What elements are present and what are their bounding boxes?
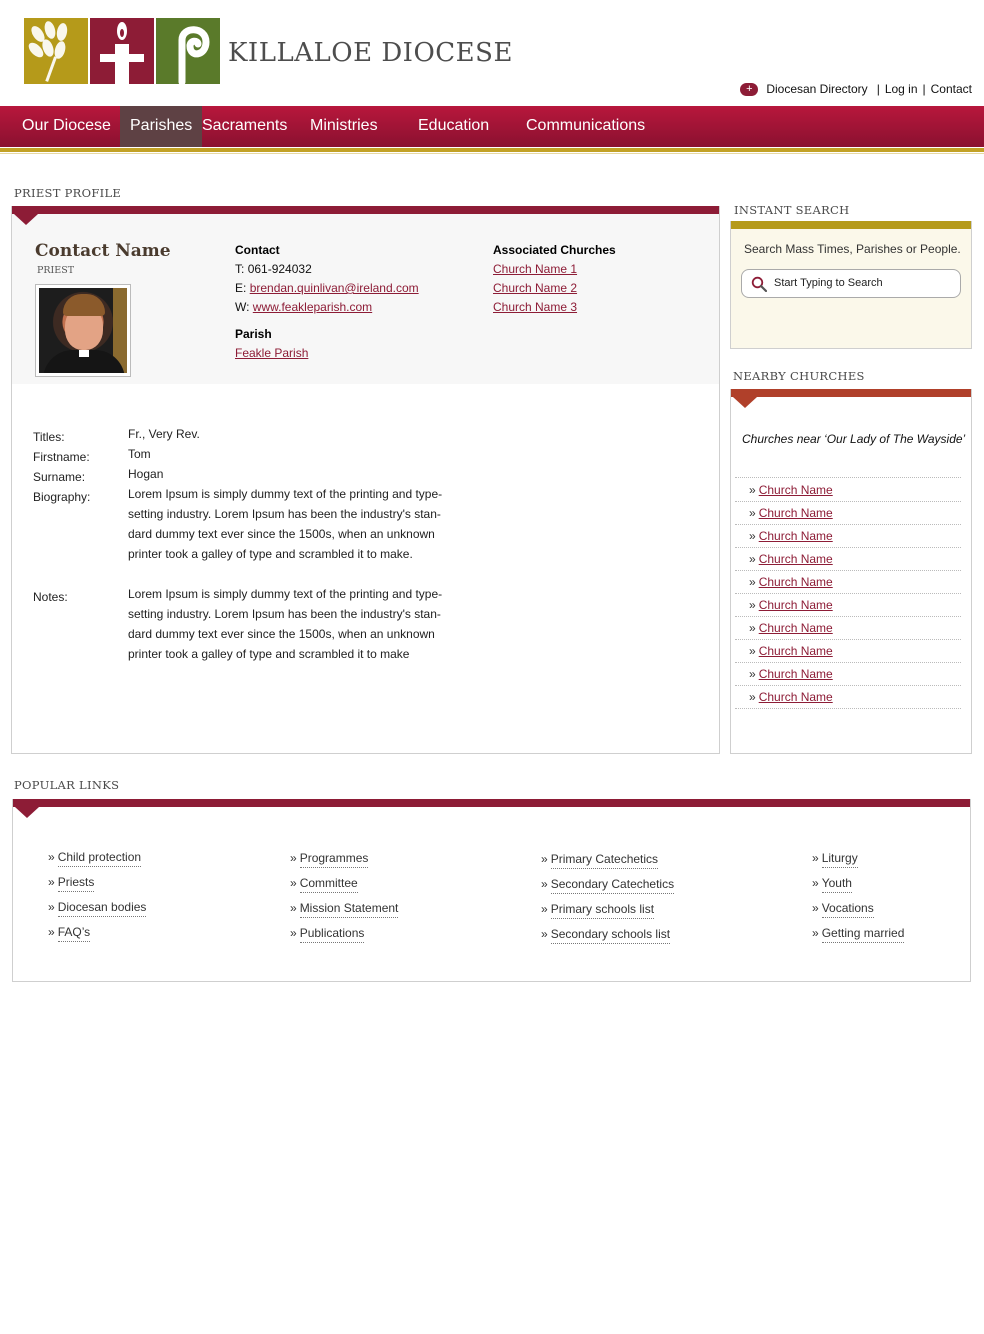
web-link[interactable]: www.feakleparish.com — [252, 300, 373, 314]
nav-our-diocese[interactable]: Our Diocese — [22, 117, 111, 134]
divider — [735, 547, 961, 548]
nearby-caption: Churches near ‘Our Lady of The Wayside’ — [742, 432, 966, 446]
notch-marker — [15, 807, 39, 818]
nav-communications[interactable]: Communications — [526, 117, 646, 134]
popular-link-item — [812, 901, 874, 915]
raquo-icon: » — [290, 926, 297, 940]
nearby-church-item — [749, 690, 833, 704]
associated-church-2-wrap — [493, 281, 577, 295]
raquo-icon: » — [48, 850, 55, 864]
popular-link[interactable]: Youth — [822, 876, 852, 893]
popular-link-item — [541, 927, 670, 941]
nearby-church-link[interactable]: Church Name — [758, 598, 833, 612]
raquo-icon: » — [290, 901, 297, 915]
divider — [735, 593, 961, 594]
notes-label: Notes: — [33, 590, 68, 604]
nearby-church-link[interactable]: Church Name — [758, 621, 833, 635]
raquo-icon: » — [749, 621, 756, 635]
wheat-icon — [24, 18, 88, 84]
popular-link[interactable]: Liturgy — [822, 851, 858, 868]
popular-link[interactable]: Committee — [300, 876, 358, 893]
contact-heading: Contact — [235, 243, 280, 257]
search-placeholder: Start Typing to Search — [774, 277, 883, 289]
raquo-icon: » — [749, 690, 756, 704]
divider — [735, 524, 961, 525]
contact-link[interactable]: Contact — [930, 82, 972, 96]
popular-link[interactable]: FAQ’s — [58, 925, 90, 942]
nearby-churches-title: NEARBY CHURCHES — [733, 369, 865, 383]
nearby-church-link[interactable]: Church Name — [758, 506, 833, 520]
nav-ministries[interactable]: Ministries — [310, 117, 378, 134]
notch-marker — [733, 397, 757, 408]
raquo-icon: » — [48, 925, 55, 939]
biography-text: Lorem Ipsum is simply dummy text of the printing and type-setting industry. Lorem Ipsum has been the industry's stan-dard dummy text ever since the 1500s, when an unknown printer took a galley of type and scrambled it to make. — [128, 487, 443, 561]
contact-web — [235, 300, 372, 314]
candle-icon — [90, 18, 154, 84]
nearby-church-link[interactable]: Church Name — [758, 644, 833, 658]
raquo-icon: » — [749, 506, 756, 520]
raquo-icon: » — [749, 529, 756, 543]
nearby-church-item — [749, 575, 833, 589]
raquo-icon: » — [541, 852, 548, 866]
nav-sacraments[interactable]: Sacraments — [202, 117, 288, 134]
divider — [735, 639, 961, 640]
popular-link[interactable]: Vocations — [822, 901, 874, 918]
divider — [735, 708, 961, 709]
associated-churches-heading: Associated Churches — [493, 243, 616, 257]
separator: | — [922, 82, 926, 96]
separator: | — [876, 82, 880, 96]
nav-parishes[interactable]: Parishes — [120, 106, 202, 147]
instant-search-panel — [730, 221, 972, 349]
popular-link-item — [48, 925, 90, 939]
raquo-icon: » — [541, 877, 548, 891]
search-header-band — [731, 221, 971, 229]
search-prompt: Search Mass Times, Parishes or People. — [744, 242, 961, 256]
popular-link[interactable]: Mission Statement — [300, 901, 399, 918]
notch-marker — [14, 214, 38, 225]
associated-church-link[interactable]: Church Name 2 — [493, 281, 578, 295]
raquo-icon: » — [749, 644, 756, 658]
raquo-icon: » — [541, 902, 548, 916]
biography-label: Biography: — [33, 490, 91, 504]
nearby-church-item — [749, 552, 833, 566]
firstname-label: Firstname: — [33, 450, 90, 464]
surname-value: Hogan — [128, 467, 164, 481]
raquo-icon: » — [749, 667, 756, 681]
popular-link[interactable]: Secondary schools list — [551, 927, 670, 944]
surname-label: Surname: — [33, 470, 86, 484]
nearby-church-link[interactable]: Church Name — [758, 575, 833, 589]
divider — [735, 662, 961, 663]
nearby-church-item — [749, 667, 833, 681]
associated-church-link[interactable]: Church Name 1 — [493, 262, 578, 276]
popular-link[interactable]: Child protection — [58, 850, 141, 867]
popular-links-panel — [12, 799, 971, 982]
raquo-icon: » — [812, 851, 819, 865]
popular-link-item — [290, 851, 368, 865]
raquo-icon: » — [749, 575, 756, 589]
popular-link[interactable]: Publications — [300, 926, 365, 943]
priest-profile-panel — [11, 206, 720, 754]
popular-link[interactable]: Getting married — [822, 926, 905, 943]
associated-church-1-wrap — [493, 262, 577, 276]
raquo-icon: » — [541, 927, 548, 941]
nearby-church-item — [749, 598, 833, 612]
raquo-icon: » — [812, 876, 819, 890]
titles-value: Fr., Very Rev. — [128, 427, 200, 441]
popular-link-item — [812, 851, 858, 865]
popular-link[interactable]: Diocesan bodies — [58, 900, 147, 917]
nearby-church-item — [749, 506, 833, 520]
popular-link-item — [290, 876, 358, 890]
profile-summary — [12, 214, 719, 384]
role-label: PRIEST — [37, 265, 75, 276]
email-prefix: E: — [235, 281, 247, 295]
diocesan-directory-link[interactable]: Diocesan Directory — [766, 82, 868, 96]
plus-icon: + — [740, 83, 758, 96]
firstname-value: Tom — [128, 447, 151, 461]
associated-church-link[interactable]: Church Name 3 — [493, 300, 578, 314]
nearby-church-item — [749, 644, 833, 658]
divider — [735, 616, 961, 617]
popular-link[interactable]: Secondary Catechetics — [551, 877, 674, 894]
profile-header-band — [12, 206, 719, 214]
popular-link[interactable]: Programmes — [300, 851, 369, 868]
raquo-icon: » — [749, 483, 756, 497]
nearby-church-item — [749, 483, 833, 497]
raquo-icon: » — [48, 900, 55, 914]
popular-link-item — [48, 850, 141, 864]
raquo-icon: » — [812, 901, 819, 915]
popular-link[interactable]: Primary Catechetics — [551, 852, 658, 869]
raquo-icon: » — [749, 598, 756, 612]
parish-link-wrap — [235, 346, 308, 360]
titles-label: Titles: — [33, 430, 65, 444]
raquo-icon: » — [48, 875, 55, 889]
popular-link[interactable]: Priests — [58, 875, 95, 892]
utility-links — [740, 82, 972, 96]
contact-email — [235, 281, 419, 295]
popular-link-item — [812, 926, 904, 940]
phone-value: 061-924032 — [247, 262, 312, 276]
login-link[interactable]: Log in — [884, 82, 918, 96]
divider — [735, 685, 961, 686]
nearby-header-band — [731, 389, 971, 397]
search-icon — [751, 276, 767, 292]
popular-link-item — [48, 875, 94, 889]
priest-photo — [35, 284, 131, 377]
divider — [735, 570, 961, 571]
popular-link-item — [48, 900, 146, 914]
nearby-church-item — [749, 529, 833, 543]
popular-link-item — [541, 902, 654, 916]
contact-name: Contact Name — [35, 241, 171, 261]
web-prefix: W: — [235, 300, 250, 314]
nearby-church-link[interactable]: Church Name — [758, 529, 833, 543]
brand-name: KILLALOE DIOCESE — [228, 38, 513, 68]
divider — [735, 501, 961, 502]
nearby-church-item — [749, 621, 833, 635]
popular-header-band — [13, 799, 970, 807]
nearby-church-link[interactable]: Church Name — [758, 552, 833, 566]
priest-profile-title: PRIEST PROFILE — [14, 186, 122, 200]
popular-link[interactable]: Primary schools list — [551, 902, 654, 919]
popular-link-item — [290, 926, 364, 940]
search-input[interactable] — [741, 269, 961, 298]
nav-divider-light — [0, 153, 984, 154]
nav-divider — [0, 148, 984, 152]
raquo-icon: » — [812, 926, 819, 940]
parish-link[interactable]: Feakle Parish — [235, 346, 309, 360]
email-link[interactable]: brendan.quinlivan@ireland.com — [249, 281, 419, 295]
popular-link-item — [541, 877, 674, 891]
divider — [735, 477, 961, 478]
raquo-icon: » — [290, 851, 297, 865]
contact-phone — [235, 262, 312, 276]
nearby-church-link[interactable]: Church Name — [758, 690, 833, 704]
popular-link-item — [541, 852, 658, 866]
site-logo[interactable] — [24, 18, 222, 86]
popular-links-title: POPULAR LINKS — [14, 778, 120, 792]
parish-heading: Parish — [235, 327, 272, 341]
nearby-church-link[interactable]: Church Name — [758, 667, 833, 681]
instant-search-title: INSTANT SEARCH — [734, 203, 850, 217]
associated-church-3-wrap — [493, 300, 577, 314]
popular-link-item — [812, 876, 852, 890]
nav-education[interactable]: Education — [418, 117, 490, 134]
popular-link-item — [290, 901, 398, 915]
nearby-churches-panel — [730, 389, 972, 754]
phone-prefix: T: — [235, 262, 245, 276]
crozier-icon — [156, 18, 220, 84]
raquo-icon: » — [749, 552, 756, 566]
nearby-church-link[interactable]: Church Name — [758, 483, 833, 497]
raquo-icon: » — [290, 876, 297, 890]
main-nav — [0, 106, 984, 147]
notes-text: Lorem Ipsum is simply dummy text of the printing and type-setting industry. Lorem Ipsum has been the industry's stan-dard dummy text ever since the 1500s, when an unknown printer took a galley of type and scrambled it to make — [128, 587, 443, 661]
